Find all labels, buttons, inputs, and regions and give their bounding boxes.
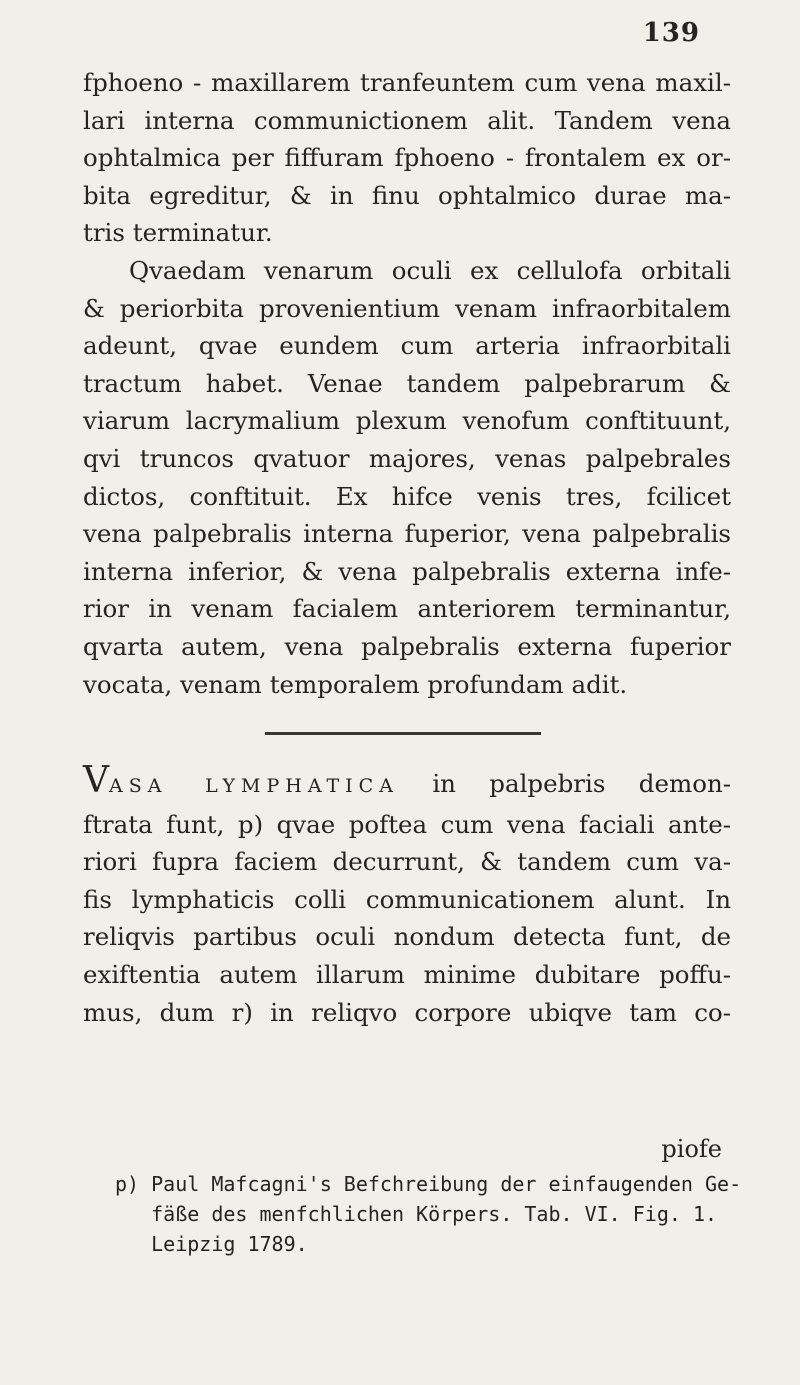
text-line: mus, dum r) in reliqvo corpore ubiqve tam co- <box>83 997 731 1027</box>
text-line: Qvaedam venarum oculi ex cellulofa orbitali <box>129 255 731 285</box>
section-heading: ASA LYMPHATICA <box>109 775 399 797</box>
text-line: ophtalmica per fiffuram fphoeno - frontalem ex or- <box>83 143 731 173</box>
catchword: piofe <box>661 1135 722 1163</box>
footnote-line: Leipzig 1789. <box>115 1232 308 1256</box>
text-line: interna inferior, & vena palpebralis externa infe- <box>83 556 731 586</box>
text-line-heading <box>83 760 732 806</box>
text-line: lari interna communictionem alit. Tandem vena <box>83 105 731 135</box>
paragraph-veins-continued <box>83 64 731 703</box>
text-line: reliqvis partibus oculi nondum detecta funt, de <box>83 922 731 952</box>
text-line: exiftentia autem illarum minime dubitare poffu- <box>83 959 731 989</box>
drop-initial: V <box>83 760 109 801</box>
text-line: bita egreditur, & in finu ophtalmico durae ma- <box>83 180 731 210</box>
text-line: tris terminatur. <box>83 218 273 248</box>
text-line: rior in venam facialem anteriorem terminantur, <box>83 594 731 624</box>
text-line: viarum lacrymalium plexum venofum conftituunt, <box>83 406 731 436</box>
footnote <box>115 1169 742 1259</box>
text-line: vena palpebralis interna fuperior, vena palpebralis <box>83 519 731 549</box>
text-line: fis lymphaticis colli communicationem alunt. In <box>83 884 731 914</box>
text-line: vocata, venam temporalem profundam adit. <box>83 669 628 699</box>
footnote-line: fäße des menfchlichen Körpers. Tab. VI. Fig. 1. <box>115 1202 718 1226</box>
text-line: ftrata funt, p) qvae poftea cum vena faciali ante- <box>83 809 731 839</box>
footnote-line: p) Paul Mafcagni's Befchreibung der einfaugenden Ge- <box>115 1172 742 1196</box>
section-divider <box>265 732 541 735</box>
text-fragment: in palpebris demon- <box>432 769 732 798</box>
text-line: adeunt, qvae eundem cum arteria infraorbitali <box>83 331 731 361</box>
text-line: riori fupra faciem decurrunt, & tandem cum va- <box>83 847 731 877</box>
paragraph-lymphatic-vessels <box>83 760 732 1031</box>
text-line: tractum habet. Venae tandem palpebrarum & <box>83 368 731 398</box>
page-number: 139 <box>642 18 700 48</box>
text-line: qvarta autem, vena palpebralis externa fuperior <box>83 631 731 661</box>
text-line: dictos, conftituit. Ex hifce venis tres, fcilicet <box>83 481 731 511</box>
text-line: qvi truncos qvatuor majores, venas palpebrales <box>83 443 731 473</box>
text-line: fphoeno - maxillarem tranfeuntem cum vena maxil- <box>83 68 731 97</box>
text-line: & periorbita provenientium venam infraorbitalem <box>83 293 731 323</box>
